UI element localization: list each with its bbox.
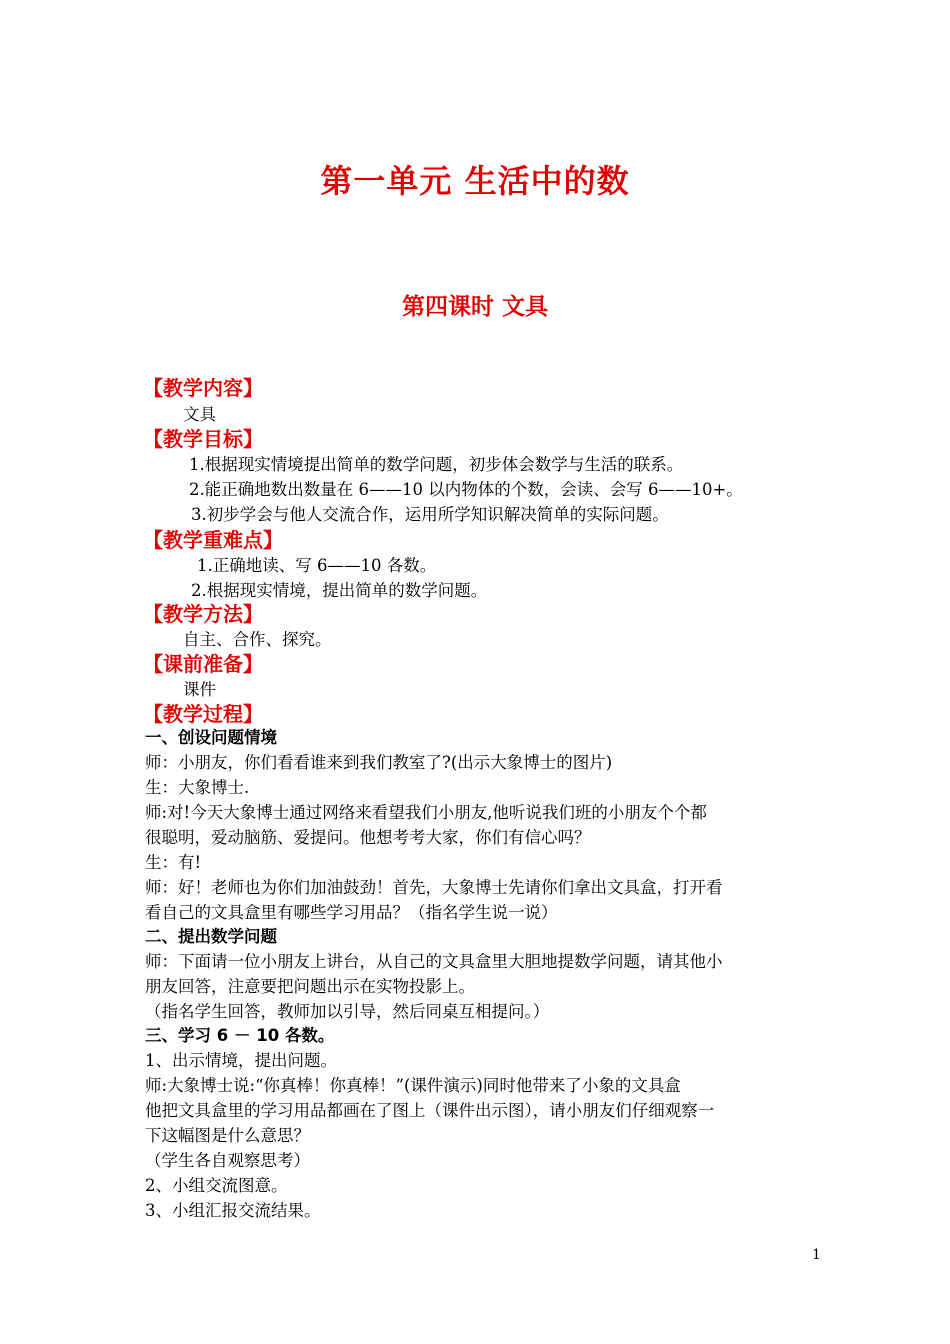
dialogue-line: （指名学生回答，教师加以引导，然后同桌互相提问。）: [145, 1002, 550, 1021]
dialogue-line: 很聪明，爱动脑筋、爱提问。他想考考大家，你们有信心吗？: [145, 828, 591, 847]
dialogue-line: 3、小组汇报交流结果。: [145, 1201, 321, 1220]
dialogue-line: 看自己的文具盒里有哪些学习用品？（指名学生说一说）: [145, 903, 558, 922]
dialogue-line: 生：有!: [145, 853, 202, 872]
dialogue-line: 师：小朋友，你们看看谁来到我们教室了?(出示大象博士的图片): [145, 753, 613, 772]
dialogue-line: （学生各自观察思考）: [145, 1151, 310, 1170]
dialogue-line: 师：下面请一位小朋友上讲台，从自己的文具盒里大胆地提数学问题，请其他小: [145, 952, 723, 971]
dialogue-line: 师:大象博士说:“你真棒！你真棒！”(课件演示)同时他带来了小象的文具盒: [145, 1076, 681, 1095]
dialogue-line: 下这幅图是什么意思？: [145, 1126, 310, 1145]
section-heading-prep: 【课前准备】: [143, 652, 263, 676]
prep-item: 课件: [183, 680, 216, 699]
dialogue-line: 师:对!今天大象博士通过网络来看望我们小朋友,他听说我们班的小朋友个个都: [145, 803, 707, 822]
goal-item: 2.能正确地数出数量在 6——10 以内物体的个数，会读、会写 6——10+。: [189, 480, 743, 499]
dialogue-line: 2、小组交流图意。: [145, 1176, 288, 1195]
page-number: 1: [812, 1247, 821, 1263]
keypoint-item: 2.根据现实情境，提出简单的数学问题。: [191, 581, 488, 600]
dialogue-line: 师：好！老师也为你们加油鼓劲！首先，大象博士先请你们拿出文具盒，打开看: [145, 878, 723, 897]
process-part3-heading: 三、学习 6 － 10 各数。: [145, 1026, 335, 1045]
keypoint-item: 1.正确地读、写 6——10 各数。: [197, 556, 437, 575]
goal-item: 1.根据现实情境提出简单的数学问题，初步体会数学与生活的联系。: [189, 455, 684, 474]
section-heading-content: 【教学内容】: [143, 376, 263, 400]
lesson-subtitle: 第四课时 文具: [401, 293, 548, 320]
dialogue-line: 生：大象博士.: [145, 778, 250, 797]
content-item: 文具: [183, 405, 216, 424]
section-heading-method: 【教学方法】: [143, 602, 263, 626]
dialogue-line: 1、出示情境，提出问题。: [145, 1051, 337, 1070]
section-heading-goals: 【教学目标】: [143, 427, 263, 451]
dialogue-line: 他把文具盒里的学习用品都画在了图上（课件出示图），请小朋友们仔细观察一: [145, 1101, 715, 1120]
page-title: 第一单元 生活中的数: [320, 162, 630, 200]
dialogue-line: 朋友回答，注意要把问题出示在实物投影上。: [145, 977, 475, 996]
section-heading-process: 【教学过程】: [143, 702, 263, 726]
method-item: 自主、合作、探究。: [183, 630, 332, 649]
goal-item: 3.初步学会与他人交流合作，运用所学知识解决简单的实际问题。: [191, 505, 669, 524]
process-part1-heading: 一、创设问题情境: [145, 728, 277, 747]
process-part2-heading: 二、提出数学问题: [145, 927, 277, 946]
section-heading-keypoints: 【教学重难点】: [143, 528, 283, 552]
